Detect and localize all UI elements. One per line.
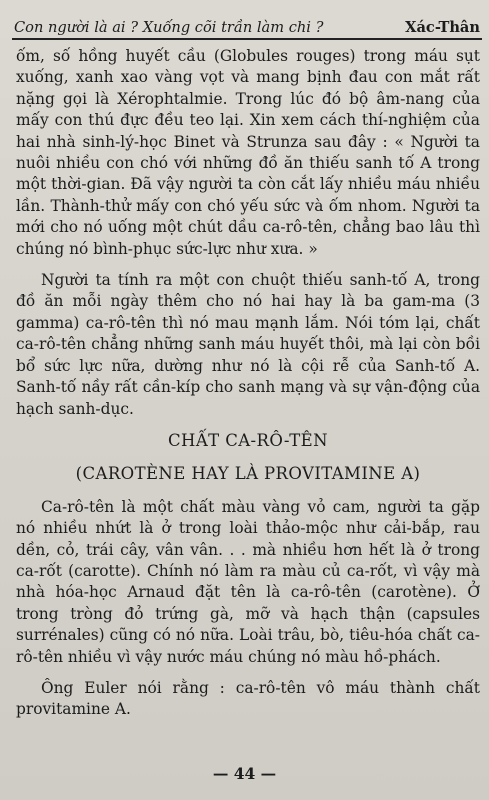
page-body (16, 46, 480, 731)
paragraph: Ca-rô-tên là một chất màu vàng vỏ cam, người ta gặp nó nhiều nhứt là ở trong loài thảo-mộc như cải-bắp, rau dền, cỏ, trái cây, vân vân. . . mà nhiều hơn hết là ở trong ca-rốt (carotte). Chính nó làm ra màu củ ca-rốt, vì vậy mà nhà hóa-học Arnaud đặt tên là ca-rô-tên (carotène). Ở trong tròng đỏ trứng gà, mỡ và hạch thận (capsules surrénales) cũng có nó nữa. Loài trâu, bò, tiêu-hóa chất ca-rô-tên nhiều vì vậy nước máu chúng nó màu hồ-phách. (16, 497, 480, 666)
running-header-author: Xác-Thân (405, 19, 480, 36)
paragraph: Người ta tính ra một con chuột thiếu sanh-tố A, trong đồ ăn mỗi ngày thêm cho nó hai hay là ba gam-ma (3 gamma) ca-rô-tên thì nó mau mạnh lắm. Nói tóm lại, chất ca-rô-tên chẳng những sanh máu huyết thôi, mà lại còn bồi bổ sức lực nữa, dường như nó là cội rễ của Sanh-tố A. Sanh-tố nầy rất cần-kíp cho sanh mạng và sự vận-động của hạch sanh-dục. (16, 271, 480, 418)
paragraph: Ông Euler nói rằng : ca-rô-tên vô máu thành chất provitamine A. (16, 678, 480, 719)
running-header-title: Con người là ai ? Xuống cõi trần làm chi ? (14, 19, 324, 36)
section-subheading: (CAROTÈNE HAY LÀ PROVITAMINE A) (75, 464, 421, 484)
page-number: — 44 — (212, 764, 277, 783)
paragraph-continued: ốm, số hồng huyết cầu (Globules rouges) trong máu sụt xuống, xanh xao vàng vọt và mang bịnh đau con mắt rất nặng gọi là Xérophtalmie. Trong lúc đó bộ âm-nang của mấy con thú đực đều teo lại. Xin xem cách thí-nghiệm của hai nhà sinh-lý-học Binet và Strunza sau đây : « Người ta nuôi nhiều con chó với những đồ ăn thiếu sanh tố A trong một thời-gian. Đã vậy người ta còn cắt lấy nhiều máu nhiều lần. Thành-thử mấy con chó yếu sức và ốm nhom. Người ta mới cho nó uống một chút dầu ca-rô-tên, chẳng bao lâu thì chúng nó bình-phục sức-lực như xưa. » (16, 47, 480, 258)
section-heading: CHẤT CA-RÔ-TÊN (168, 430, 328, 450)
header-rule (12, 38, 482, 40)
running-header (14, 10, 480, 36)
